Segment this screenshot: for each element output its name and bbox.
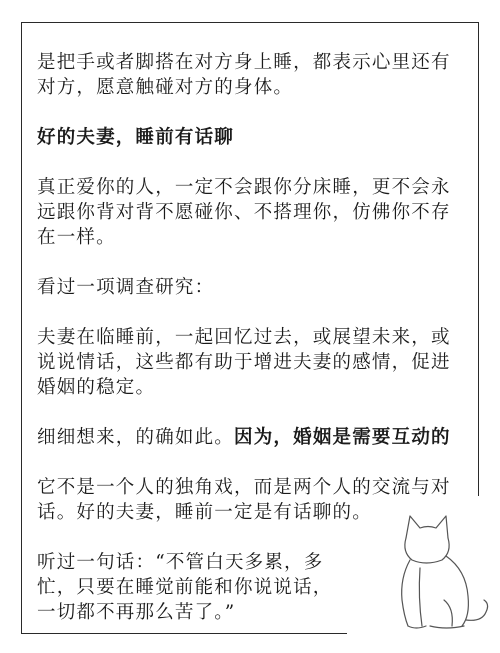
paragraph-2: 真正爱你的人，一定不会跟你分床睡，更不会永远跟你背对背不愿碰你、不搭理你，仿佛你不存在一样。 bbox=[37, 177, 451, 248]
paragraph-4: 夫妻在临睡前，一起回忆过去，或展望未来，或说说情话，这些都有助于增进夫妻的感情，促进婚姻的稳定。 bbox=[37, 327, 451, 398]
paragraph-3: 看过一项调查研究： bbox=[37, 277, 215, 298]
frame-top-border bbox=[21, 22, 479, 23]
cat-outline-icon bbox=[386, 508, 490, 642]
frame-left-border bbox=[21, 22, 22, 634]
paragraph-5 bbox=[37, 425, 469, 450]
paragraph-6: 它不是一个人的独角戏，而是两个人的交流与对话。好的夫妻，睡前一定是有话聊的。 bbox=[37, 477, 451, 523]
paragraph-5-normal: 细细想来，的确如此。 bbox=[37, 427, 235, 448]
paragraph-5-bold: 因为，婚姻是需要互动的 bbox=[234, 427, 451, 448]
paragraph-7: 听过一句话：“不管白天多累，多忙，只要在睡觉前能和你说说话，一切都不再那么苦了。” bbox=[37, 552, 333, 623]
paragraph-1: 是把手或者脚搭在对方身上睡，都表示心里还有对方，愿意触碰对方的身体。 bbox=[37, 52, 451, 98]
section-heading: 好的夫妻，睡前有话聊 bbox=[37, 127, 235, 148]
frame-bottom-border bbox=[21, 633, 347, 634]
frame-right-border bbox=[478, 22, 479, 496]
